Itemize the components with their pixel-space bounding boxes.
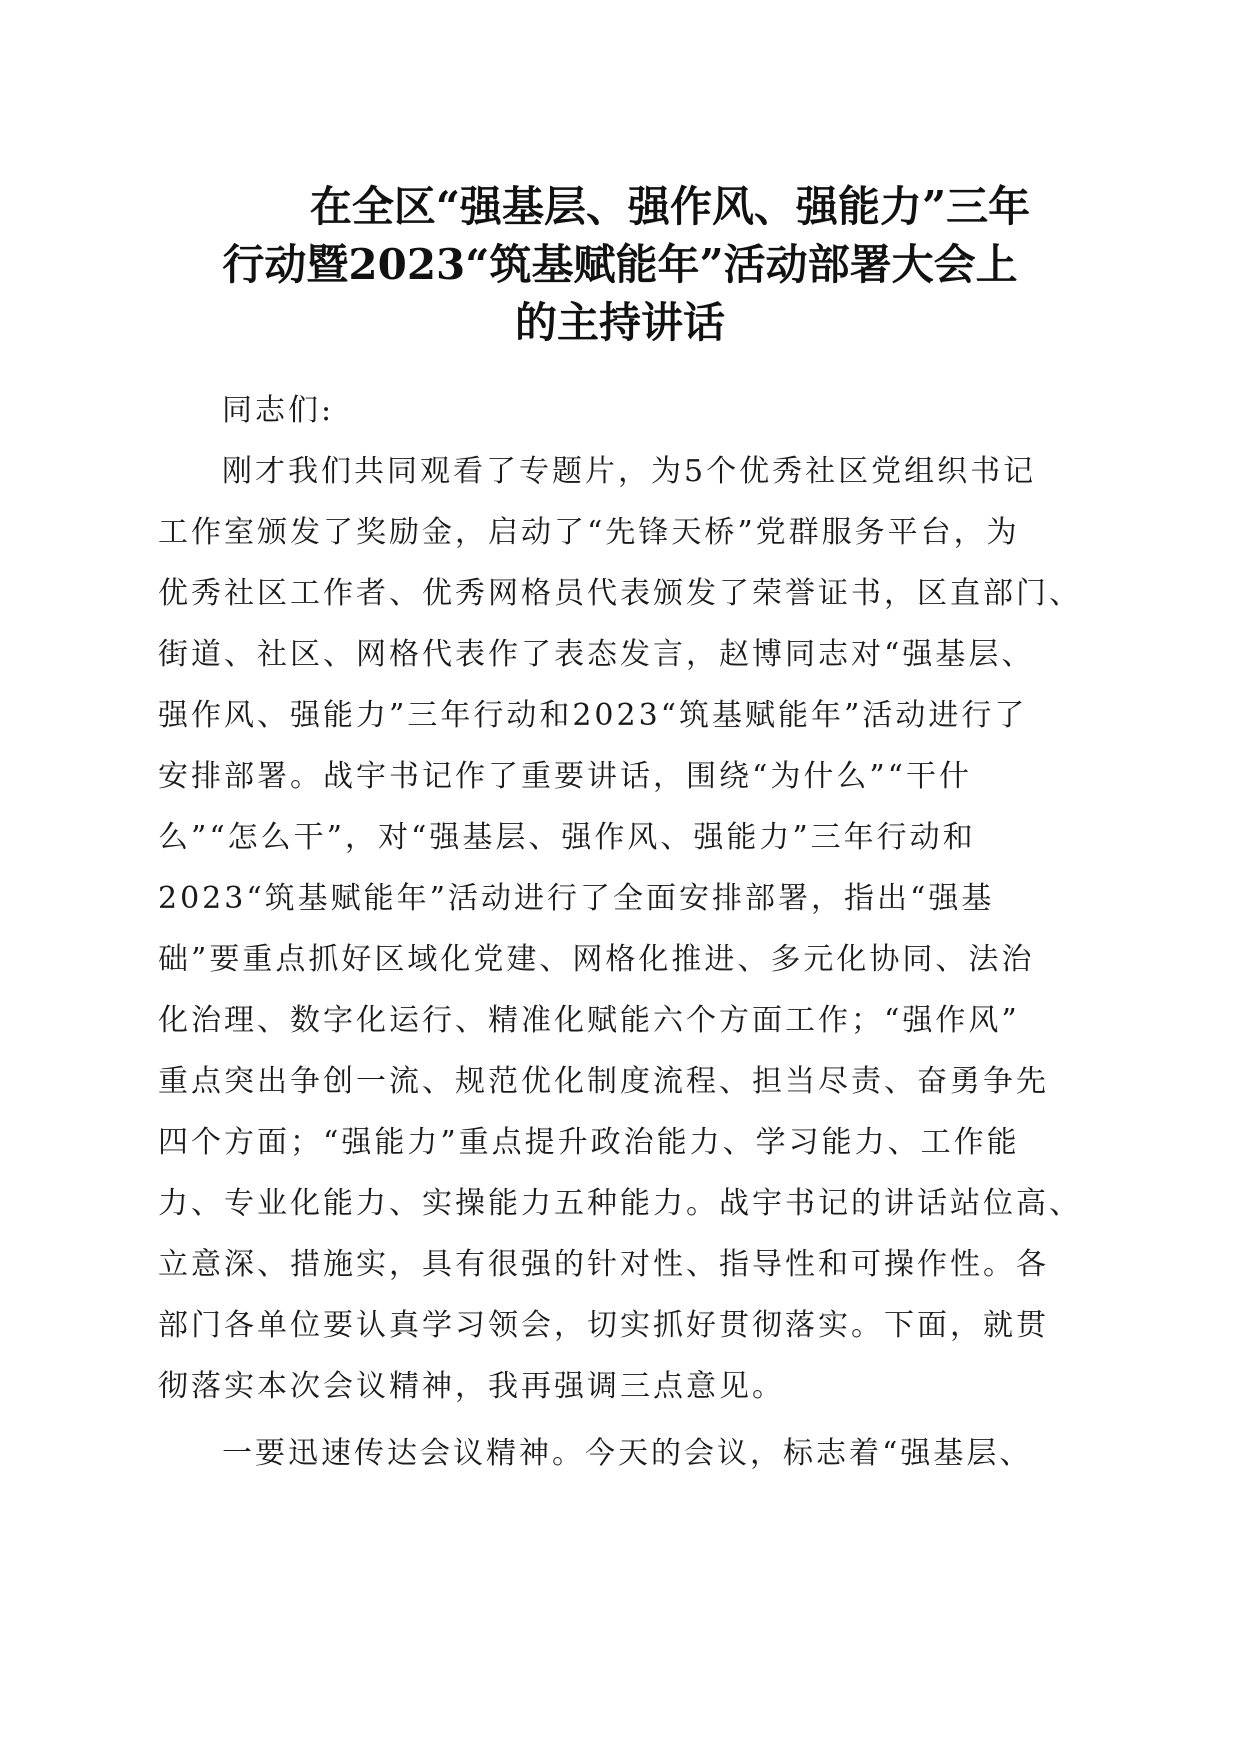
paragraph-line: 优秀社区工作者、优秀网格员代表颁发了荣誉证书，区直部门、 bbox=[158, 576, 1082, 611]
paragraph-line: 安排部署。战宇书记作了重要讲话，围绕“为什么”“干什 bbox=[158, 759, 973, 794]
paragraph-line: 化治理、数字化运行、精准化赋能六个方面工作；“强作风” bbox=[158, 1003, 1020, 1038]
document-title bbox=[150, 178, 1090, 352]
title-line-1: 在全区“强基层、强作风、强能力”三年 bbox=[309, 182, 1031, 231]
paragraph-line: 部门各单位要认真学习领会，切实抓好贯彻落实。下面，就贯 bbox=[158, 1308, 1049, 1343]
paragraph-line: 街道、社区、网格代表作了表态发言，赵博同志对“强基层、 bbox=[158, 637, 1035, 672]
paragraph-line: 础”要重点抓好区域化党建、网格化推进、多元化协同、法治 bbox=[158, 942, 1035, 977]
paragraph-line: 刚才我们共同观看了专题片，为5个优秀社区党组织书记 bbox=[222, 454, 1037, 489]
title-line-3: 的主持讲话 bbox=[514, 298, 725, 347]
paragraph-1 bbox=[158, 441, 1093, 1417]
paragraph-line: 2023“筑基赋能年”活动进行了全面安排部署，指出“强基 bbox=[158, 881, 995, 916]
paragraph-line: 四个方面；“强能力”重点提升政治能力、学习能力、工作能 bbox=[158, 1125, 1020, 1160]
document-body bbox=[158, 380, 1093, 1484]
paragraph-line: 么”“怎么干”，对“强基层、强作风、强能力”三年行动和 bbox=[158, 820, 976, 855]
title-line-2: 行动暨2023“筑基赋能年”活动部署大会上 bbox=[222, 240, 1018, 289]
paragraph-line: 重点突出争创一流、规范优化制度流程、担当尽责、奋勇争先 bbox=[158, 1064, 1049, 1099]
paragraph-line: 强作风、强能力”三年行动和2023“筑基赋能年”活动进行了 bbox=[158, 698, 1028, 733]
paragraph-2 bbox=[158, 1423, 1093, 1484]
paragraph-line: 工作室颁发了奖励金，启动了“先锋天桥”党群服务平台，为 bbox=[158, 515, 1020, 550]
paragraph-line: 力、专业化能力、实操能力五种能力。战宇书记的讲话站位高、 bbox=[158, 1186, 1082, 1221]
paragraph-line: 一要迅速传达会议精神。今天的会议，标志着“强基层、 bbox=[222, 1436, 1033, 1471]
salutation: 同志们: bbox=[222, 393, 335, 428]
paragraph-line: 立意深、措施实，具有很强的针对性、指导性和可操作性。各 bbox=[158, 1247, 1049, 1282]
paragraph-line: 彻落实本次会议精神，我再强调三点意见。 bbox=[158, 1369, 785, 1404]
